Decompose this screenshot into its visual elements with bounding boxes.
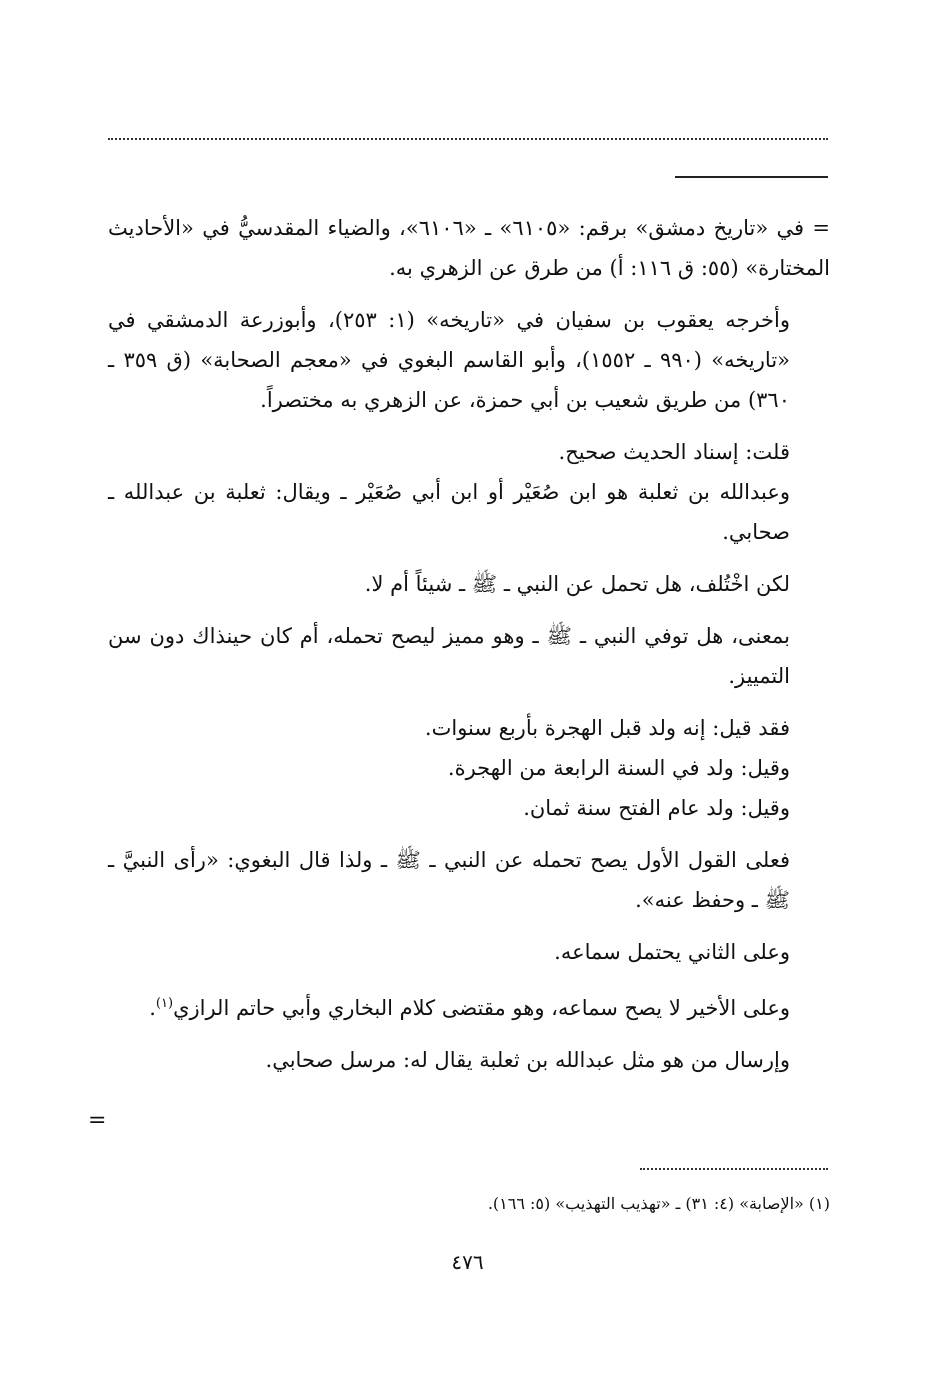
paragraph-5: لكن اخْتُلف، هل تحمل عن النبي ـ ﷺ ـ شيئاً أم لا. [364, 572, 790, 596]
paragraph-6: بمعنى، هل توفي النبي ـ ﷺ ـ وهو مميز ليصح تحمله، أم كان حينذاك دون سن التمييز. [108, 624, 790, 688]
top-dotted-rule [108, 138, 828, 148]
paragraph-12-end: . [149, 996, 156, 1020]
continuation-mark: = [88, 1108, 107, 1133]
paragraph-8: وقيل: ولد في السنة الرابعة من الهجرة. [447, 756, 790, 780]
footnote-ref-1: (١) [155, 996, 174, 1011]
paragraph-2: وأخرجه يعقوب بن سفيان في «تاريخه» (١: ٢٥٣)، وأبوزرعة الدمشقي في «تاريخه» (٩٩٠ ـ ١٥٥٢)، وأبو القاسم البغوي في «معجم الصحابة» (ق ٣٥٩ ـ ٣٦٠) من طريق شعيب بن أبي حمزة، عن الزهري به مختصراً. [108, 308, 791, 412]
paragraph-3: قلت: إسناد الحديث صحيح. [558, 440, 790, 464]
paragraph-1: = في «تاريخ دمشق» برقم: «٦١٠٥» ـ «٦١٠٦»، والضياء المقدسيُّ في «الأحاديث المختارة» (٥٥: ق ١١٦: أ) من طرق عن الزهري به. [108, 216, 830, 280]
footnote-dotted-rule [640, 1168, 828, 1174]
footnote-1: (١) «الإصابة» (٤: ٣١) ـ «تهذيب التهذيب» (٥: ١٦٦). [487, 1194, 830, 1213]
footnote-separator-line [675, 176, 828, 178]
paragraph-7: فقد قيل: إنه ولد قبل الهجرة بأربع سنوات. [424, 716, 790, 740]
paragraph-4: وعبدالله بن ثعلبة هو ابن صُعَيْر أو ابن أبي صُعَيْر ـ ويقال: ثعلبة بن عبدالله ـ صحابي. [108, 480, 790, 544]
paragraph-12-text: وعلى الأخير لا يصح سماعه، وهو مقتضى كلام البخاري وأبي حاتم الرازي [173, 996, 790, 1020]
paragraph-9: وقيل: ولد عام الفتح سنة ثمان. [523, 796, 790, 820]
page-number: ٤٧٦ [451, 1250, 484, 1274]
body-text [108, 208, 830, 1080]
paragraph-10: فعلى القول الأول يصح تحمله عن النبي ـ ﷺ ـ ولذا قال البغوي: «رأى النبيَّ ـ ﷺ ـ وحفظ عنه». [108, 848, 790, 912]
paragraph-11: وعلى الثاني يحتمل سماعه. [554, 940, 790, 964]
paragraph-12 [108, 984, 830, 1028]
paragraph-13: وإرسال من هو مثل عبدالله بن ثعلبة يقال له: مرسل صحابي. [265, 1048, 790, 1072]
